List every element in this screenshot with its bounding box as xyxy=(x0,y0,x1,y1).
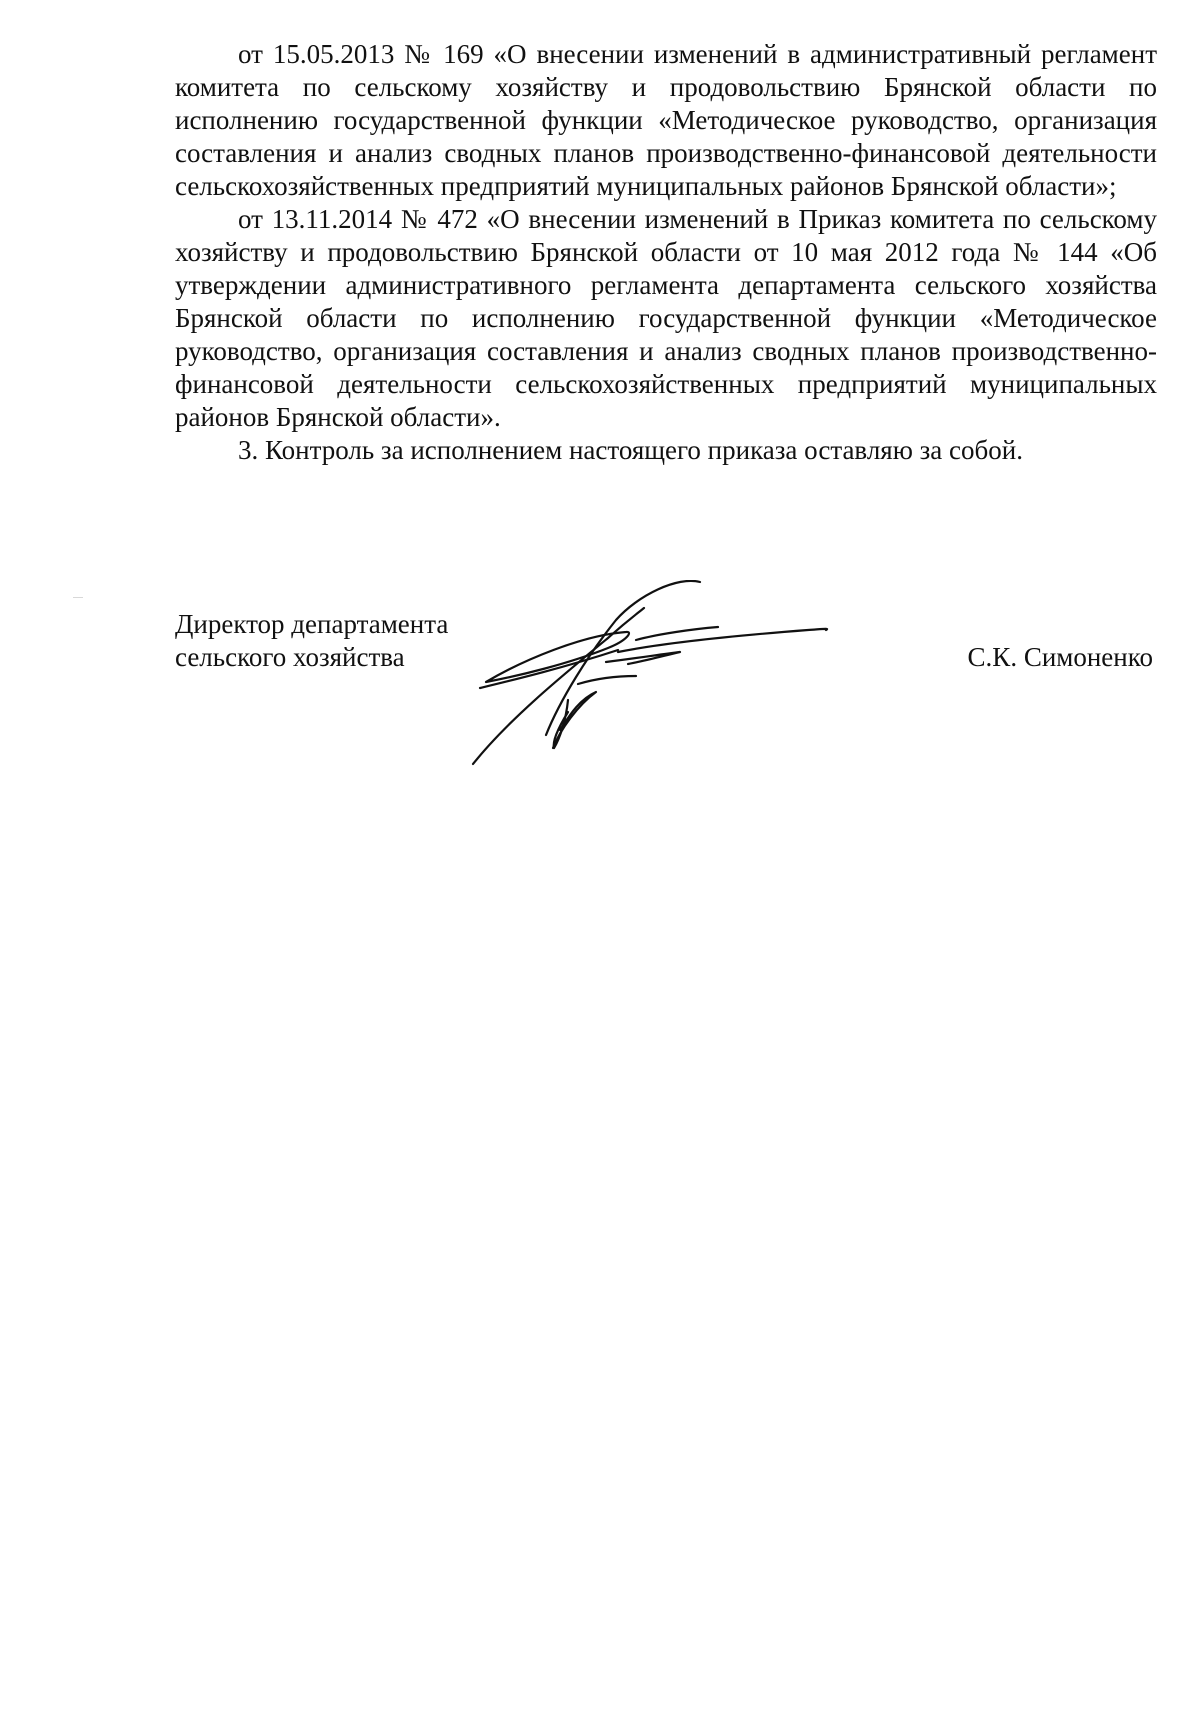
scan-mark xyxy=(73,597,83,598)
signature-block xyxy=(175,602,1157,772)
signer-title xyxy=(175,608,495,674)
paragraph-order-472: от 13.11.2014 № 472 «О внесении изменений в Приказ комитета по сельскому хозяйству и продовольствию Брянской области от 10 мая 2012 года № 144 «Об утверждении административного регламента департамента сельского хозяйства Брянской области по исполнению государственной функции «Методическое руководство, организация составления и анализ сводных планов производственно-финансовой деятельности сельскохозяйственных предприятий муниципальных районов Брянской области». xyxy=(175,204,1157,432)
document-body xyxy=(175,38,1157,467)
paragraph-order-169: от 15.05.2013 № 169 «О внесении изменений в административный регламент комитета по сельскому хозяйству и продовольствию Брянской области по исполнению государственной функции «Методическое руководство, организация составления и анализ сводных планов производственно-финансовой деятельности сельскохозяйственных предприятий муниципальных районов Брянской области»; xyxy=(175,39,1157,201)
handwritten-signature xyxy=(468,580,868,780)
paragraph-control-clause: 3. Контроль за исполнением настоящего приказа оставляю за собой. xyxy=(238,435,1023,465)
signer-title-line-1: Директор департамента xyxy=(175,609,449,639)
signer-name: С.К. Симоненко xyxy=(967,642,1153,672)
signer-title-line-2: сельского хозяйства xyxy=(175,642,405,672)
